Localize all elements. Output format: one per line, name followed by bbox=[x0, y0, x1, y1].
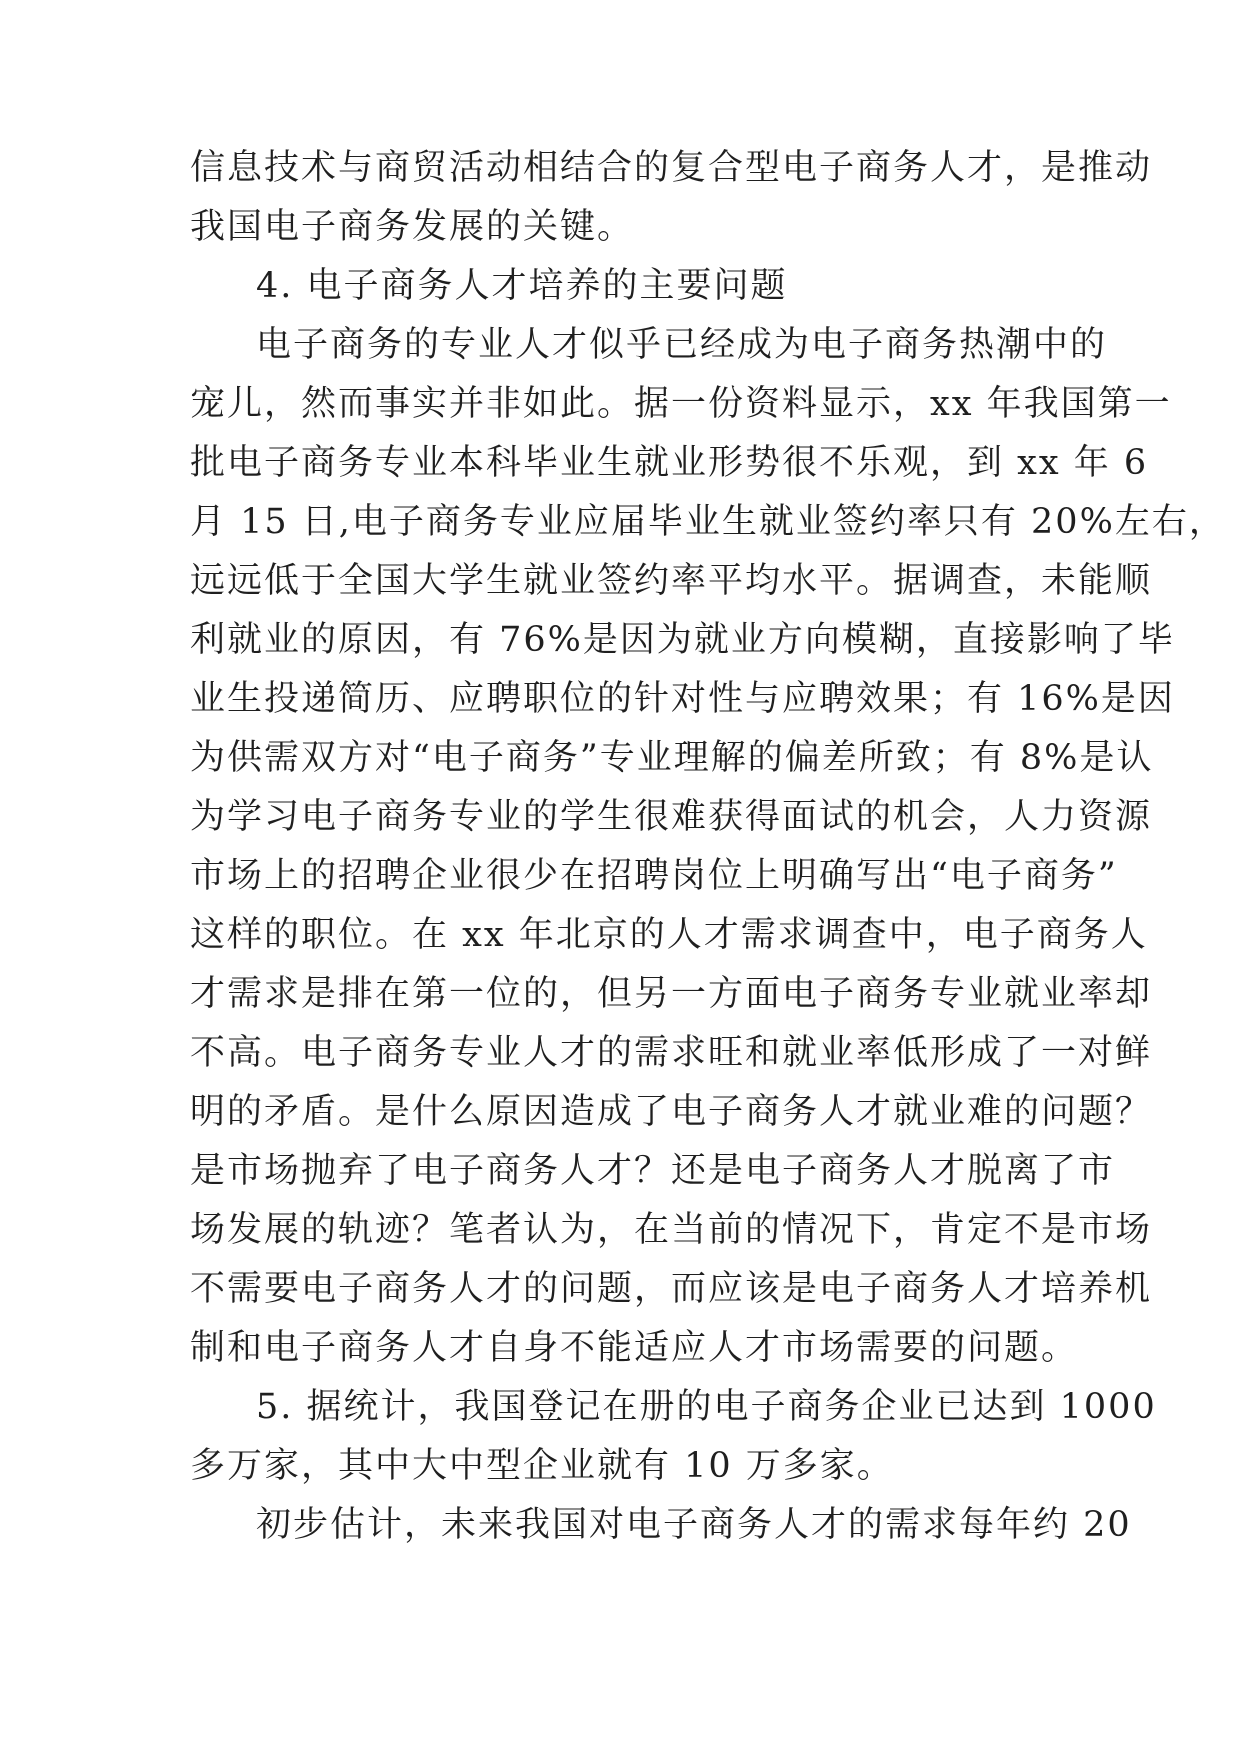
text-line: 明的矛盾。是什么原因造成了电子商务人才就业难的问题？ bbox=[190, 1092, 1153, 1132]
text-line: 电子商务的专业人才似乎已经成为电子商务热潮中的 bbox=[256, 325, 1108, 365]
text-line: 不高。电子商务专业人才的需求旺和就业率低形成了一对鲜 bbox=[190, 1033, 1153, 1073]
text-line: 批电子商务专业本科毕业生就业形势很不乐观，到 xx 年 6 bbox=[190, 443, 1149, 483]
body-text bbox=[190, 139, 1226, 1555]
text-line: 业生投递简历、应聘职位的针对性与应聘效果；有 16%是因 bbox=[190, 679, 1175, 719]
text-line: 是市场抛弃了电子商务人才？还是电子商务人才脱离了市 bbox=[190, 1151, 1116, 1191]
text-line: 远远低于全国大学生就业签约率平均水平。据调查，未能顺 bbox=[190, 561, 1153, 601]
text-line: 才需求是排在第一位的，但另一方面电子商务专业就业率却 bbox=[190, 974, 1153, 1014]
section-heading: 4. 电子商务人才培养的主要问题 bbox=[256, 266, 788, 306]
text-line: 月 15 日,电子商务专业应届毕业生就业签约率只有 20%左右， bbox=[190, 502, 1226, 542]
text-line: 不需要电子商务人才的问题，而应该是电子商务人才培养机 bbox=[190, 1269, 1153, 1309]
section-heading: 5. 据统计，我国登记在册的电子商务企业已达到 1000 bbox=[256, 1387, 1157, 1427]
text-line: 我国电子商务发展的关键。 bbox=[190, 207, 635, 247]
text-line: 为供需双方对“电子商务”专业理解的偏差所致；有 8%是认 bbox=[190, 738, 1154, 778]
text-line: 宠儿，然而事实并非如此。据一份资料显示，xx 年我国第一 bbox=[190, 384, 1172, 424]
text-line: 利就业的原因，有 76%是因为就业方向模糊，直接影响了毕 bbox=[190, 620, 1175, 660]
text-line: 市场上的招聘企业很少在招聘岗位上明确写出“电子商务” bbox=[190, 856, 1118, 896]
text-line: 场发展的轨迹？笔者认为，在当前的情况下，肯定不是市场 bbox=[190, 1210, 1153, 1250]
text-line: 初步估计，未来我国对电子商务人才的需求每年约 20 bbox=[256, 1505, 1132, 1545]
text-line: 为学习电子商务专业的学生很难获得面试的机会，人力资源 bbox=[190, 797, 1153, 837]
text-line: 这样的职位。在 xx 年北京的人才需求调查中，电子商务人 bbox=[190, 915, 1148, 955]
text-line: 多万家，其中大中型企业就有 10 万多家。 bbox=[190, 1446, 894, 1486]
text-line: 制和电子商务人才自身不能适应人才市场需要的问题。 bbox=[190, 1328, 1079, 1368]
text-line: 信息技术与商贸活动相结合的复合型电子商务人才，是推动 bbox=[190, 148, 1153, 188]
